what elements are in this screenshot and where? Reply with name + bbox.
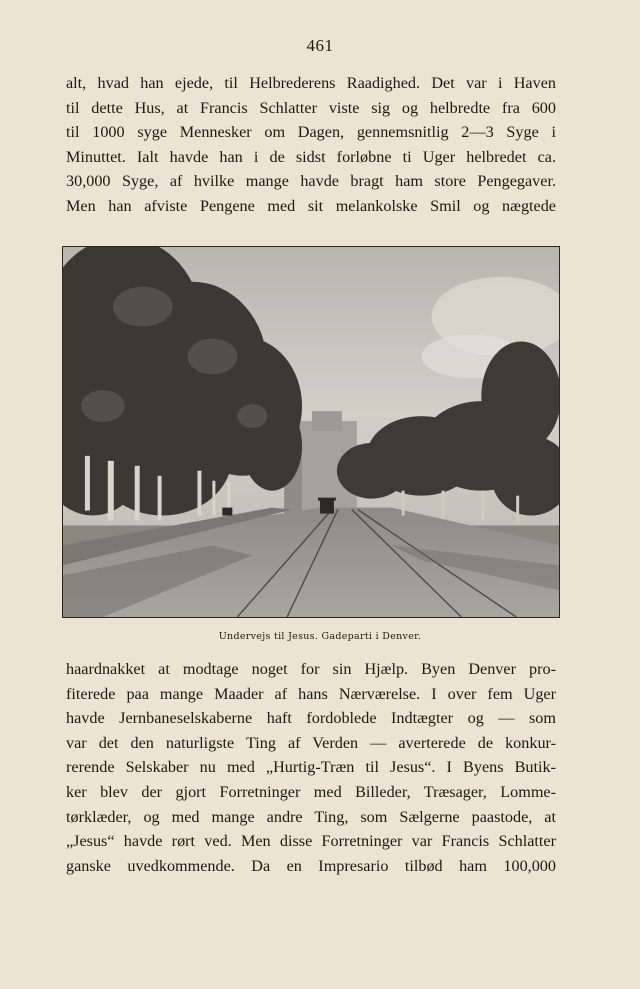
page-number: 461 bbox=[306, 36, 334, 55]
distant-building bbox=[312, 411, 342, 431]
text-line: ganske uvedkommende. Da en Impresario tilbød ham 100,000 bbox=[66, 856, 556, 875]
tram-roof bbox=[318, 498, 336, 501]
text-line: fiterede paa mange Maader af hans Nærværelse. I over fem Uger bbox=[66, 684, 556, 703]
text-line: var det den naturligste Ting af Verden — averterede de konkur- bbox=[66, 733, 556, 752]
text-line: tørklæder, og med mange andre Ting, som Sælgerne paastode, at bbox=[66, 807, 556, 826]
text-line: til 1000 syge Mennesker om Dagen, gennemsnitlig 2—3 Syge i bbox=[66, 123, 556, 142]
street-photograph bbox=[62, 246, 560, 618]
text-line: Men han afviste Pengene med sit melankolske Smil og nægtede bbox=[66, 196, 556, 215]
text-line: ker blev der gjort Forretninger med Billeder, Træsager, Lomme- bbox=[66, 782, 556, 801]
text-line: 30,000 Syge, af hvilke mange havde bragt ham store Pengegaver. bbox=[66, 172, 556, 191]
top-paragraph bbox=[66, 71, 556, 219]
text-line: haardnakket at modtage noget for sin Hjælp. Byen Denver pro- bbox=[66, 660, 556, 678]
text-line: „Jesus“ havde rørt ved. Men disse Forretninger var Francis Schlatter bbox=[66, 832, 556, 851]
figure-caption: Undervejs til Jesus. Gadeparti i Denver. bbox=[218, 631, 422, 642]
text-line: til dette Hus, at Francis Schlatter viste sig og helbredte fra 600 bbox=[66, 98, 556, 117]
text-line: havde Jernbaneselskaberne haft fordoblede Indtægter og — som bbox=[66, 709, 556, 728]
bottom-paragraph bbox=[66, 657, 556, 878]
tram-car bbox=[320, 500, 334, 514]
carriage bbox=[222, 508, 232, 516]
text-line: Minuttet. Ialt havde han i de sidst forløbne ti Uger helbredet ca. bbox=[66, 147, 556, 166]
text-line: rerende Selskaber nu med „Hurtig-Træn til Jesus“. I Byens Butik- bbox=[66, 758, 556, 777]
text-line: alt, hvad han ejede, til Helbrederens Raadighed. Det var i Haven bbox=[66, 74, 556, 92]
